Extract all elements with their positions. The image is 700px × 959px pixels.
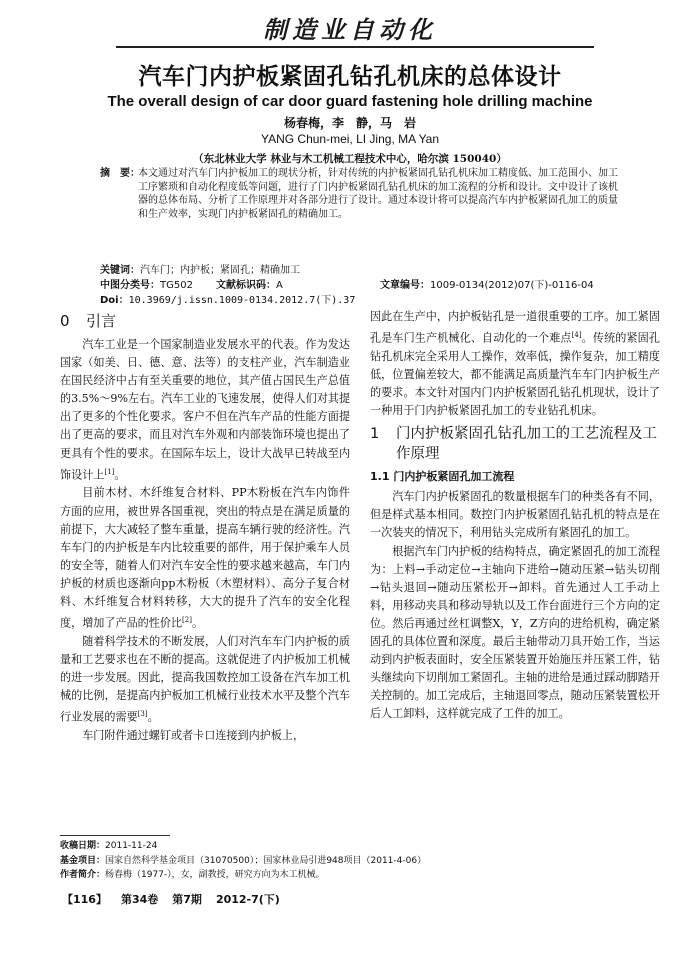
paragraph [60,633,350,727]
footnote-received [60,839,426,854]
section-heading-1 [370,424,660,464]
doi-value: 10.3969/j.issn.1009-0134.2012.7(下).37 [128,295,356,306]
document-code [216,276,283,291]
left-column [60,308,350,745]
keywords [100,261,300,276]
authors-chinese: 杨春梅，李 静，马 岩 [283,116,416,130]
issue-date: 2012-7(下) [215,893,280,906]
paragraph [370,308,660,420]
clc-value: TG502 [160,280,193,291]
paragraph-end: 。 [147,710,159,724]
citation: [3] [137,710,148,719]
section-number: 0 [60,312,70,330]
paragraph [60,336,350,484]
right-column [370,308,660,723]
paragraph-text: 。传统的紧固孔钻孔机床完全采用人工操作，效率低，操作复杂，加工精度低，位置偏差较大，都不能满足高质量汽车车门内护板生产的要求。本文针对国内门内护板紧固孔钻孔机现状，设计了一种用于门内护板紧固孔加工的专业钻孔机床。 [370,331,660,418]
header-rule [116,46,594,48]
paragraph [60,484,350,632]
journal-logo: 制造业自动化 [263,15,437,44]
abstract-label: 摘 要： [100,168,140,179]
doi [100,291,355,306]
keywords-text: 汽车门；内护板；紧固孔；精确加工 [140,265,300,276]
footnote-fund [60,854,426,869]
issue: 第7期 [172,893,202,906]
title-chinese: 汽车门内护板紧固孔钻孔机床的总体设计 [138,63,562,90]
paragraph: 汽车门内护板紧固孔的数量根据车门的种类各有不同，但是样式基本相同。数控门内护板紧固孔钻孔机的特点是在一次装夹的情况下，利用钻头完成所有紧固孔的加工。 [370,490,660,540]
section-heading-intro [60,310,350,332]
footnote-value: 2011-11-24 [105,841,158,851]
footnotes [60,839,426,883]
footnote-label: 基金项目： [60,855,106,866]
article-number [380,276,594,291]
affiliation: （东北林业大学 林业与木工机械工程技术中心，哈尔滨 150040） [193,153,507,165]
paragraph-end: 。 [114,468,126,482]
paragraph: 根据汽车门内护板的结构特点，确定紧固孔的加工流程为：上料→手动定位→主轴向下进给→随动压紧→钻头切削→钻头退回→随动压紧松开→卸料。首先通过人工手动上料，用移动夹具和移动导轨以及工作台面进行三个方向的定位。然后再通过丝杠调整X，Y，Z方向的进给机构，确定紧固孔的具体位置和深度。最后主轴带动刀具开始工作，当运动到内护板表面时，安全压紧装置开始施压并压紧工件，钻头继续向下切削加工紧固孔。主轴的进给是通过踩动脚踏开关控制的。加工完成后，主轴退回零点，随动压紧装置松开后人工卸料，这样就完成了工件的加工。 [370,544,660,721]
paragraph-text: 汽车工业是一个国家制造业发展水平的代表。作为发达国家（如美、日、德、意、法等）的支柱产业，汽车制造业在国民经济中占有至关重要的地位，其产值占国民生产总值的3.5%～9%左右。汽车工业的飞速发展，使得人们对其提出了更多的个性化要求。客户不但在汽车产品的性能方面提出了更高的要求，而且对汽车外观和内部装饰环境也提出了更具有个性的要求。在国际车坛上，设计大战早已转战至内饰设计上 [60,338,350,482]
doc-code-value: A [276,280,283,291]
doi-label: Doi： [100,295,129,306]
paragraph-end: 。 [191,616,204,630]
footnote-value: 杨春梅（1977-），女，副教授，研究方向为木工机械。 [105,870,325,880]
citation: [1] [104,467,115,476]
clc-number [100,276,193,291]
page-number: 【116】 [62,893,107,906]
section-title: 门内护板紧固孔钻孔加工的工艺流程及工作原理 [396,426,657,463]
section-title: 引言 [86,312,117,330]
doc-code-label: 文献标识码： [216,280,276,291]
citation: [4] [571,331,582,340]
paragraph-text: 随着科学技术的不断发展，人们对汽车车门内护板的质量和工艺要求也在不断的提高。这就促进了内护板加工机械的进一步发展。因此，提高我国数控加工设备在汽车加工机械的比例，是提高内护板加工机械行业技术水平及整个汽车行业发展的需要 [60,634,350,724]
volume: 第34卷 [120,893,159,906]
authors-english: YANG Chun-mei, LI Jing, MA Yan [260,132,440,146]
keywords-label: 关键词： [100,265,140,276]
section-number: 1 [370,426,380,443]
paragraph-text: 因此在生产中，内护板钻孔是一道很重要的工序。加工紧固孔是车门生产机械化、自动化的一个难点 [370,310,660,345]
article-no-value: 1009-0134(2012)07(下)-0116-04 [430,280,594,291]
abstract [100,167,620,221]
clc-label: 中图分类号： [100,280,160,291]
article-no-label: 文章编号： [380,280,430,291]
footnote-label: 收稿日期： [60,841,106,851]
page-footer [62,891,294,907]
footnote-label: 作者简介： [60,870,106,880]
footnote-value: 国家自然科学基金项目（31070500）；国家林业局引进948项目（2011-4-06） [105,855,427,866]
citation: [2] [182,616,192,625]
footnote-author [60,868,426,883]
paragraph: 车门附件通过螺钉或者卡口连接到内护板上， [82,729,305,743]
footnote-divider [60,835,170,836]
paragraph-text: 目前木材、木纤维复合材料、PP木粉板在汽车内饰件方面的应用，被世界各国重视，突出的特点是在满足质量的前提下，大大减轻了整车重量，提高车辆行驶的经济性。汽车车门的内护板是车内比较重要的部件，用于保护乘车人员的安全等，随着人们对汽车安全性的要求越来越高，车门内护板的材质也逐渐向pp木粉板（木塑材料）、高分子复合材料、木纤维复合材料转移，大大的提升了汽车的安全化程度，增加了产品的性价比 [60,486,350,630]
title-english: The overall design of car door guard fastening hole drilling machine [107,93,593,110]
subsection-heading-1-1: 1.1 门内护板紧固孔加工流程 [370,470,515,484]
abstract-text: 本文通过对汽车门内护板加工的现状分析，针对传统的内护板紧固孔钻孔机床加工精度低、加工范围小、加工工序繁琐和自动化程度低等问题，进行了门内护板紧固孔钻孔机床的加工流程的分析和设计。文中设计了该机器的总体布局、分析了工作原理并对各部分进行了设计。通过本设计将可以提高汽车内护板紧固孔加工的质量和生产效率，实现门内护板紧固孔的精确加工。 [138,168,618,220]
